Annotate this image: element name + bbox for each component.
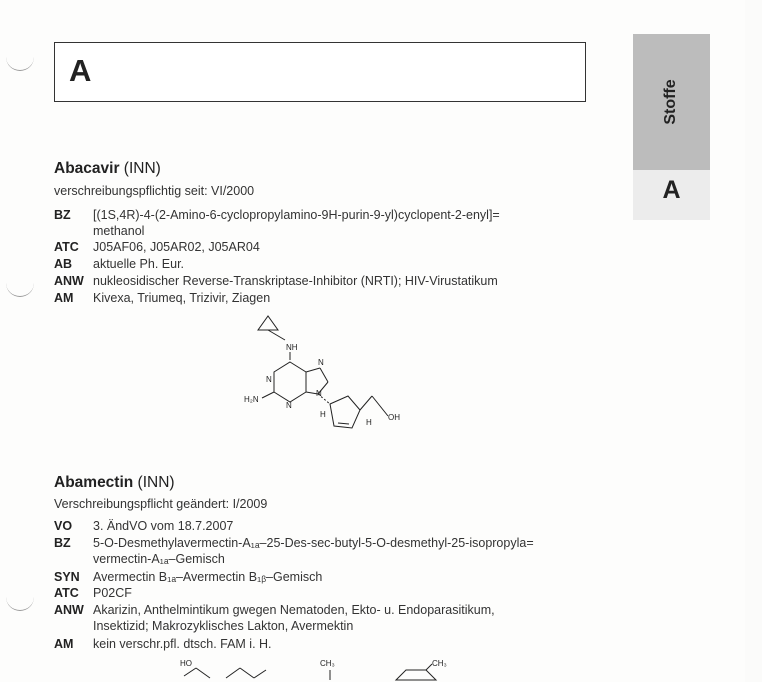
field-key: BZ bbox=[54, 536, 71, 550]
field-key: ANW bbox=[54, 603, 84, 617]
side-tab-label: Stoffe bbox=[662, 79, 679, 125]
field-key: AM bbox=[54, 637, 74, 651]
structure-label: OH bbox=[388, 413, 400, 422]
field-key: SYN bbox=[54, 570, 80, 584]
side-tab-letter: A bbox=[662, 176, 681, 204]
field-line: methanol bbox=[93, 224, 145, 238]
field-key: AM bbox=[54, 291, 74, 305]
field-line: nukleosidischer Reverse-Transkriptase-Inhibitor (NRTI); HIV-Virustatikum bbox=[93, 274, 498, 288]
structure-label: H bbox=[366, 418, 372, 427]
structure-label: N bbox=[286, 401, 292, 410]
field-row bbox=[54, 290, 594, 306]
field-value bbox=[93, 535, 594, 567]
field-line: 3. ÄndVO vom 18.7.2007 bbox=[93, 519, 234, 533]
field-key: AB bbox=[54, 257, 73, 271]
field-line: J05AF06, J05AR02, J05AR04 bbox=[93, 240, 260, 254]
pyrimidine-ring bbox=[274, 362, 306, 402]
abacavir-structure bbox=[230, 312, 420, 438]
field-line: Kivexa, Triumeq, Trizivir, Ziagen bbox=[93, 291, 271, 305]
field-value bbox=[93, 256, 594, 272]
field-line: Akarizin, Anthelmintikum gwegen Nematoden, Ekto- u. Endoparasitikum, bbox=[93, 603, 495, 617]
field-line: Insektizid; Makrozyklisches Lakton, Avermektin bbox=[93, 619, 354, 633]
section-letter: A bbox=[69, 53, 92, 88]
field-line: vermectin-A₁ₐ–Gemisch bbox=[93, 552, 225, 566]
field-row bbox=[54, 602, 594, 634]
entry-title bbox=[54, 474, 175, 492]
structure-label: NH bbox=[286, 343, 298, 352]
structure-label: N bbox=[316, 389, 322, 398]
side-tab bbox=[633, 34, 710, 220]
field-row bbox=[54, 518, 594, 534]
field-value bbox=[93, 518, 594, 534]
field-line: Avermectin B₁ₐ–Avermectin B₁ᵦ–Gemisch bbox=[93, 570, 323, 584]
field-line: P02CF bbox=[93, 586, 132, 600]
field-row bbox=[54, 535, 594, 567]
entry-suffix: (INN) bbox=[119, 160, 161, 177]
field-line: 5-O-Desmethylavermectin-A₁ₐ–25-Des-sec-butyl-5-O-desmethyl-25-isopropyla= bbox=[93, 536, 534, 550]
field-row bbox=[54, 239, 594, 255]
cyclopropyl-ring bbox=[258, 316, 278, 330]
field-value bbox=[93, 273, 594, 289]
structure-label: H bbox=[320, 410, 326, 419]
structure-label: H₂N bbox=[244, 395, 259, 404]
entry-status: Verschreibungspflicht geändert: I/2009 bbox=[54, 497, 268, 511]
structure-label: HO bbox=[180, 659, 192, 668]
field-key: ATC bbox=[54, 240, 79, 254]
field-value bbox=[93, 585, 594, 601]
entry-name: Abacavir bbox=[54, 160, 120, 177]
field-key: VO bbox=[54, 519, 73, 533]
structure-label: N bbox=[266, 375, 272, 384]
field-row bbox=[54, 273, 594, 289]
field-row bbox=[54, 636, 594, 652]
entry-suffix: (INN) bbox=[133, 474, 175, 491]
entry-name: Abamectin bbox=[54, 474, 134, 491]
entry-title bbox=[54, 160, 161, 178]
field-row bbox=[54, 569, 594, 585]
field-value bbox=[93, 239, 594, 255]
section-letter-box bbox=[54, 42, 586, 102]
field-value bbox=[93, 569, 594, 585]
field-line: kein verschr.pfl. dtsch. FAM i. H. bbox=[93, 637, 272, 651]
field-value bbox=[93, 207, 594, 239]
structure-label: N bbox=[318, 358, 324, 367]
structure-label: CH₃ bbox=[432, 659, 447, 668]
field-row bbox=[54, 585, 594, 601]
field-key: BZ bbox=[54, 208, 71, 222]
abamectin-structure bbox=[170, 656, 470, 682]
field-value bbox=[93, 290, 594, 306]
field-key: ANW bbox=[54, 274, 84, 288]
structure-label: CH₃ bbox=[320, 659, 335, 668]
field-key: ATC bbox=[54, 586, 79, 600]
field-row bbox=[54, 256, 594, 272]
field-value bbox=[93, 602, 594, 634]
side-tab-upper bbox=[633, 34, 710, 170]
entry-status: verschreibungspflichtig seit: VI/2000 bbox=[54, 184, 255, 198]
field-line: aktuelle Ph. Eur. bbox=[93, 257, 185, 271]
field-value bbox=[93, 636, 594, 652]
field-line: [(1S,4R)-4-(2-Amino-6-cyclopropylamino-9H-purin-9-yl)cyclopent-2-enyl]= bbox=[93, 208, 500, 222]
ring-fragment bbox=[396, 670, 436, 680]
field-row bbox=[54, 207, 594, 239]
